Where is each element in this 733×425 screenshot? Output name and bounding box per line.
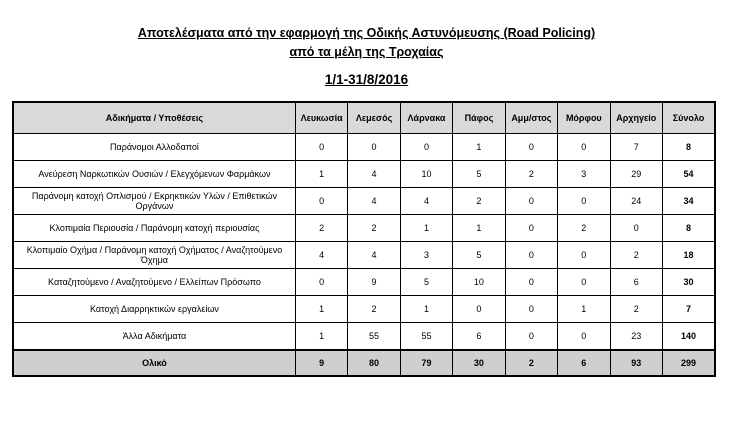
row-label: Κατοχή Διαρρηκτικών εργαλείων xyxy=(13,296,295,323)
cell-value: 29 xyxy=(610,161,662,188)
cell-value: 5 xyxy=(400,269,452,296)
cell-value: 4 xyxy=(348,161,400,188)
cell-value: 2 xyxy=(295,215,347,242)
cell-value: 55 xyxy=(400,323,452,351)
row-total: 7 xyxy=(662,296,715,323)
cell-value: 5 xyxy=(453,161,505,188)
cell-value: 10 xyxy=(400,161,452,188)
table-row xyxy=(13,323,715,351)
row-label: Ανεύρεση Ναρκωτικών Ουσιών / Ελεγχόμενων Φαρμάκων xyxy=(13,161,295,188)
header-ammochostos: Αμμ/στος xyxy=(505,102,557,134)
cell-value: 3 xyxy=(400,242,452,269)
cell-value: 0 xyxy=(505,134,557,161)
cell-value: 3 xyxy=(558,161,610,188)
cell-value: 5 xyxy=(453,242,505,269)
cell-value: 2 xyxy=(558,215,610,242)
grand-total-value: 9 xyxy=(295,350,347,376)
row-total: 30 xyxy=(662,269,715,296)
header-larnaka: Λάρνακα xyxy=(400,102,452,134)
header-archigeio: Αρχηγείο xyxy=(610,102,662,134)
cell-value: 2 xyxy=(610,242,662,269)
row-total: 8 xyxy=(662,134,715,161)
cell-value: 2 xyxy=(453,188,505,215)
cell-value: 0 xyxy=(505,242,557,269)
cell-value: 1 xyxy=(295,323,347,351)
report-subtitle: από τα μέλη της Τροχαίας xyxy=(289,45,444,59)
cell-value: 4 xyxy=(400,188,452,215)
cell-value: 1 xyxy=(295,161,347,188)
header-morfou: Μόρφου xyxy=(558,102,610,134)
row-label: Κλοπιμαία Περιουσία / Παράνομη κατοχή περιουσίας xyxy=(13,215,295,242)
cell-value: 2 xyxy=(610,296,662,323)
cell-value: 10 xyxy=(453,269,505,296)
cell-value: 0 xyxy=(558,242,610,269)
cell-value: 0 xyxy=(558,134,610,161)
grand-total-row xyxy=(13,350,715,376)
cell-value: 23 xyxy=(610,323,662,351)
cell-value: 0 xyxy=(558,269,610,296)
cell-value: 1 xyxy=(453,134,505,161)
cell-value: 0 xyxy=(558,188,610,215)
grand-total-value: 30 xyxy=(453,350,505,376)
cell-value: 0 xyxy=(505,323,557,351)
table-row xyxy=(13,188,715,215)
cell-value: 2 xyxy=(348,296,400,323)
cell-value: 2 xyxy=(505,161,557,188)
cell-value: 0 xyxy=(295,269,347,296)
table-row xyxy=(13,161,715,188)
cell-value: 0 xyxy=(453,296,505,323)
row-label: Άλλα Αδικήματα xyxy=(13,323,295,351)
grand-total-sum: 299 xyxy=(662,350,715,376)
cell-value: 7 xyxy=(610,134,662,161)
cell-value: 0 xyxy=(348,134,400,161)
grand-total-value: 80 xyxy=(348,350,400,376)
table-row xyxy=(13,134,715,161)
row-total: 140 xyxy=(662,323,715,351)
table-row xyxy=(13,296,715,323)
cell-value: 0 xyxy=(295,134,347,161)
grand-total-label: Ολικό xyxy=(13,350,295,376)
cell-value: 0 xyxy=(610,215,662,242)
cell-value: 1 xyxy=(453,215,505,242)
row-total: 34 xyxy=(662,188,715,215)
report-title: Αποτελέσματα από την εφαρμογή της Οδικής Αστυνόμευσης (Road Policing) xyxy=(137,26,596,40)
cell-value: 0 xyxy=(295,188,347,215)
grand-total-value: 93 xyxy=(610,350,662,376)
table-row xyxy=(13,242,715,269)
header-lemesos: Λεμεσός xyxy=(348,102,400,134)
header-offences: Αδικήματα / Υποθέσεις xyxy=(13,102,295,134)
row-label: Κλοπιμαίο Οχήμα / Παράνομη κατοχή Οχήματος / Αναζητούμενο Όχημα xyxy=(13,242,295,269)
table-row xyxy=(13,215,715,242)
cell-value: 6 xyxy=(610,269,662,296)
header-pafos: Πάφος xyxy=(453,102,505,134)
cell-value: 6 xyxy=(453,323,505,351)
cell-value: 0 xyxy=(505,188,557,215)
cell-value: 55 xyxy=(348,323,400,351)
header-lefkosia: Λευκωσία xyxy=(295,102,347,134)
row-label: Παράνομοι Αλλοδαποί xyxy=(13,134,295,161)
report-period: 1/1-31/8/2016 xyxy=(324,72,409,87)
cell-value: 1 xyxy=(400,215,452,242)
cell-value: 1 xyxy=(295,296,347,323)
cell-value: 24 xyxy=(610,188,662,215)
cell-value: 2 xyxy=(348,215,400,242)
grand-total-value: 6 xyxy=(558,350,610,376)
row-total: 18 xyxy=(662,242,715,269)
cell-value: 1 xyxy=(400,296,452,323)
results-table xyxy=(12,101,716,377)
cell-value: 0 xyxy=(505,296,557,323)
row-label: Παράνομη κατοχή Οπλισμού / Εκρηκτικών Υλών / Επιθετικών Οργάνων xyxy=(13,188,295,215)
cell-value: 4 xyxy=(348,242,400,269)
row-total: 54 xyxy=(662,161,715,188)
cell-value: 1 xyxy=(558,296,610,323)
grand-total-value: 79 xyxy=(400,350,452,376)
cell-value: 0 xyxy=(558,323,610,351)
cell-value: 0 xyxy=(505,215,557,242)
cell-value: 0 xyxy=(400,134,452,161)
cell-value: 9 xyxy=(348,269,400,296)
cell-value: 4 xyxy=(348,188,400,215)
cell-value: 4 xyxy=(295,242,347,269)
table-header-row xyxy=(13,102,715,134)
cell-value: 0 xyxy=(505,269,557,296)
grand-total-value: 2 xyxy=(505,350,557,376)
row-label: Καταζητούμενο / Αναζητούμενο / Ελλείπων Πρόσωπο xyxy=(13,269,295,296)
table-row xyxy=(13,269,715,296)
row-total: 8 xyxy=(662,215,715,242)
header-total: Σύνολο xyxy=(662,102,715,134)
